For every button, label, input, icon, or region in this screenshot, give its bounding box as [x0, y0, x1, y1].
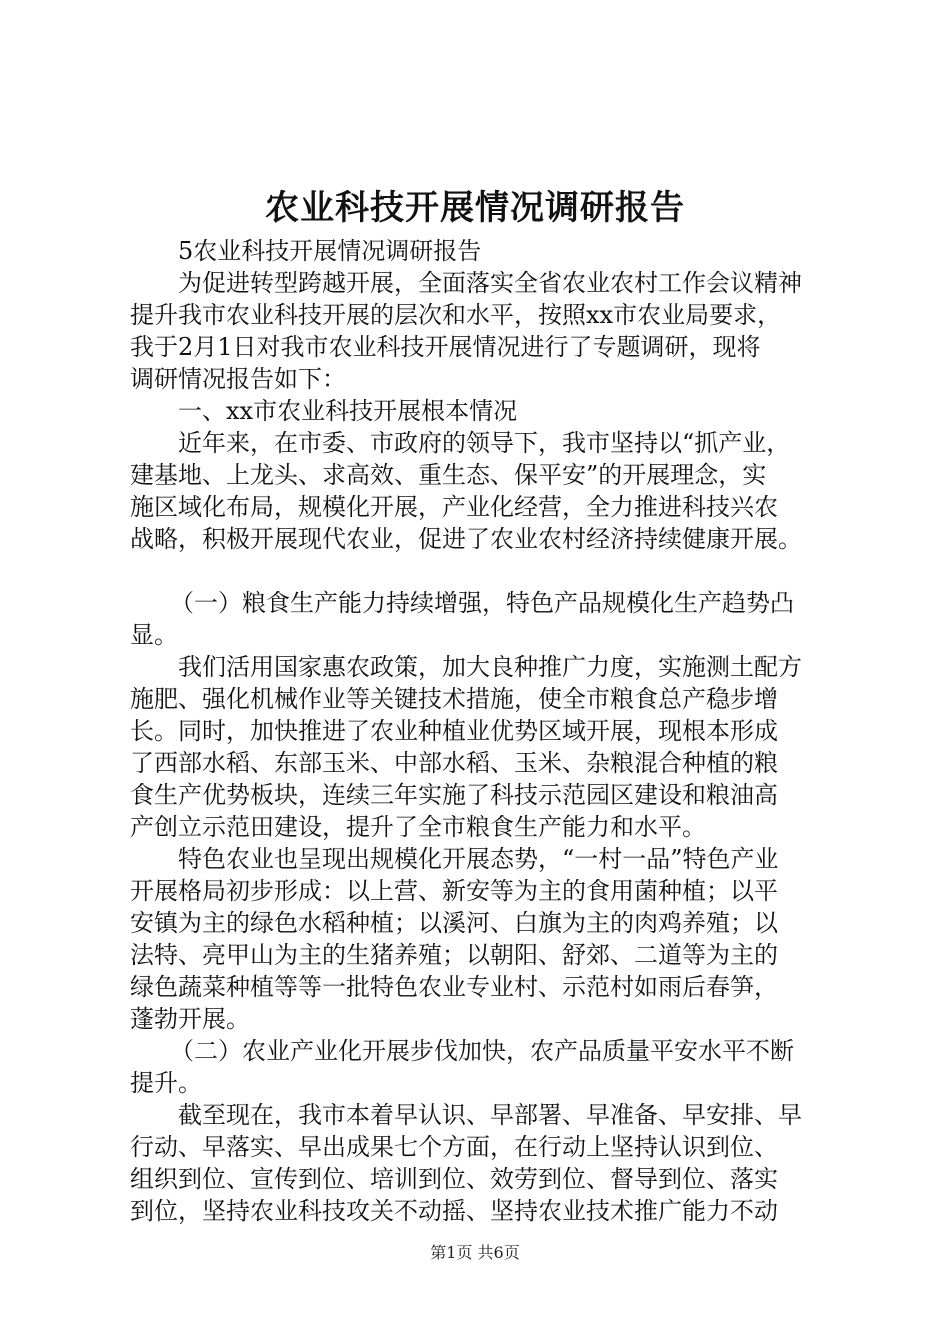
paragraph-line: 我于2月1日对我市农业科技开展情况进行了专题调研，现将 — [130, 333, 761, 361]
paragraph-line: 战略，积极开展现代农业，促进了农业农村经济持续健康开展。 — [130, 525, 802, 553]
paragraph-line: 食生产优势板块，连续三年实施了科技示范园区建设和粮油高 — [130, 781, 778, 809]
paragraph-line: 到位，坚持农业科技攻关不动摇、坚持农业技术推广能力不动 — [130, 1197, 778, 1225]
paragraph-line: 产创立示范田建设，提升了全市粮食生产能力和水平。 — [130, 813, 706, 841]
subsection-heading: （一）粮食生产能力持续增强，特色产品规模化生产趋势凸 — [170, 589, 794, 617]
paragraph-line: 绿色蔬菜种植等等一批特色农业专业村、示范村如雨后春笋， — [130, 973, 778, 1001]
paragraph-line: 长。同时，加快推进了农业种植业优势区域开展，现根本形成 — [130, 717, 778, 745]
doc-subtitle: 5农业科技开展情况调研报告 — [178, 237, 482, 265]
subsection-heading-cont: 显。 — [130, 621, 178, 649]
paragraph-line: 组织到位、宣传到位、培训到位、效劳到位、督导到位、落实 — [130, 1165, 778, 1193]
paragraph-line: 开展格局初步形成：以上营、新安等为主的食用菌种植；以平 — [130, 877, 778, 905]
paragraph-line: 近年来，在市委、市政府的领导下，我市坚持以“抓产业， — [178, 429, 791, 457]
paragraph-line: 蓬勃开展。 — [130, 1005, 250, 1033]
paragraph-line: 调研情况报告如下： — [130, 365, 346, 393]
paragraph-line: 我们活用国家惠农政策，加大良种推广力度，实施测土配方 — [178, 653, 802, 681]
paragraph-line: 建基地、上龙头、求高效、重生态、保平安”的开展理念，实 — [130, 461, 767, 489]
subsection-heading-cont: 提升。 — [130, 1069, 202, 1097]
paragraph-line: 截至现在，我市本着早认识、早部署、早准备、早安排、早 — [178, 1101, 802, 1129]
paragraph-line: 法特、亮甲山为主的生猪养殖；以朝阳、舒郊、二道等为主的 — [130, 941, 778, 969]
paragraph-line: 特色农业也呈现出规模化开展态势，“一村一品”特色产业 — [178, 845, 779, 873]
paragraph-line: 施区域化布局，规模化开展，产业化经营，全力推进科技兴农 — [130, 493, 778, 521]
paragraph-line: 提升我市农业科技开展的层次和水平，按照xx市农业局要求， — [130, 301, 782, 329]
paragraph-line: 安镇为主的绿色水稻种植；以溪河、白旗为主的肉鸡养殖；以 — [130, 909, 778, 937]
page-number: 第1页 共6页 — [430, 1243, 520, 1262]
subsection-heading: （二）农业产业化开展步伐加快，农产品质量平安水平不断 — [170, 1037, 794, 1065]
paragraph-line: 行动、早落实、早出成果七个方面，在行动上坚持认识到位、 — [130, 1133, 778, 1161]
paragraph-line: 为促进转型跨越开展，全面落实全省农业农村工作会议精神 — [178, 269, 802, 297]
document-body — [130, 235, 830, 1227]
document-title: 农业科技开展情况调研报告 — [265, 188, 685, 228]
paragraph-line: 施肥、强化机械作业等关键技术措施，使全市粮食总产稳步增 — [130, 685, 778, 713]
paragraph-gap — [130, 555, 830, 587]
paragraph-line: 了西部水稻、东部玉米、中部水稻、玉米、杂粮混合种植的粮 — [130, 749, 778, 777]
section-heading: 一、xx市农业科技开展根本情况 — [178, 397, 518, 425]
